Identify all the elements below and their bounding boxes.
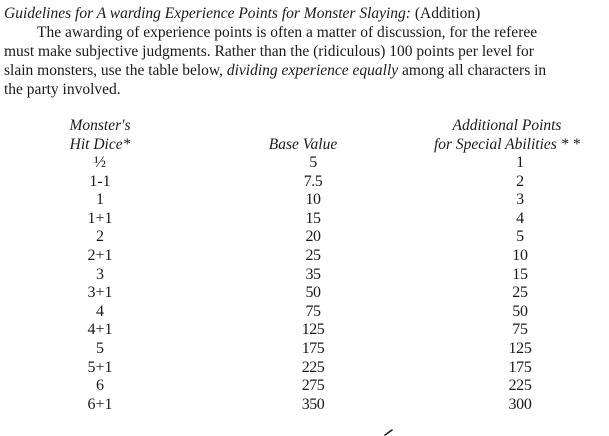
base-value-cell: 15: [305, 209, 321, 227]
additional-points-cell: 125: [508, 339, 532, 357]
hit-dice-cell: 4: [96, 302, 104, 320]
base-value-cell: 125: [301, 321, 325, 339]
additional-points-cell: 15: [512, 265, 528, 283]
base-value-cell: 175: [301, 339, 325, 357]
hit-dice-cell: 4+1: [87, 321, 113, 339]
header-hit-dice-line-2: Hit Dice*: [69, 136, 131, 153]
paragraph-line-4: the party involved.: [4, 81, 121, 98]
hit-dice-cell: 5+1: [87, 358, 113, 376]
header-additional-points: [422, 116, 592, 154]
paragraph-line-3-end: among all characters in: [398, 62, 547, 79]
additional-points-cell: 50: [512, 302, 528, 320]
hit-dice-cell: 6+1: [87, 395, 113, 413]
hit-dice-cell: 1: [96, 191, 104, 209]
base-value-cell: 225: [301, 358, 325, 376]
additional-points-cell: 300: [508, 395, 532, 413]
column-base-value: [283, 154, 343, 414]
hit-dice-cell: 2+1: [87, 246, 113, 264]
hit-dice-cell: 3+1: [87, 284, 113, 302]
header-base-value: [258, 135, 348, 154]
hit-dice-cell: 5: [96, 339, 104, 357]
hit-dice-cell: ½: [94, 154, 106, 171]
intro-paragraph: [4, 23, 606, 99]
header-hit-dice: [58, 116, 142, 154]
additional-points-cell: 1: [516, 154, 524, 171]
header-additional-line-1: Additional Points: [452, 117, 562, 134]
paragraph-line-2: must make subjective judgments. Rather than the (ridiculous) 100 points per level for: [4, 43, 534, 60]
hit-dice-cell: 3: [96, 265, 104, 283]
additional-points-cell: 75: [512, 321, 528, 339]
column-hit-dice: [70, 154, 130, 414]
base-value-cell: 50: [305, 284, 321, 302]
paragraph-emphasis: dividing experience equally: [226, 62, 399, 79]
base-value-cell: 10: [305, 191, 321, 209]
guidelines-heading: [4, 4, 480, 23]
header-additional-line-2: for Special Abilities * *: [433, 136, 581, 153]
base-value-cell: 25: [305, 246, 321, 264]
additional-points-cell: 25: [512, 284, 528, 302]
additional-points-cell: 3: [516, 191, 524, 209]
base-value-cell: 275: [301, 377, 325, 395]
base-value-cell: 75: [305, 302, 321, 320]
paragraph-line-3-start: slain monsters, use the table below,: [4, 62, 227, 79]
additional-points-cell: 5: [516, 228, 524, 246]
page-mark: [383, 424, 395, 436]
heading-title: Guidelines for A warding Experience Points for Monster Slaying:: [4, 5, 411, 22]
hit-dice-cell: 1+1: [87, 209, 113, 227]
header-base-value-label: Base Value: [268, 136, 338, 153]
hit-dice-cell: 6: [96, 377, 104, 395]
additional-points-cell: 175: [508, 358, 532, 376]
hit-dice-cell: 1-1: [89, 172, 111, 190]
base-value-cell: 20: [305, 228, 321, 246]
additional-points-cell: 2: [516, 172, 524, 190]
heading-note: (Addition): [414, 5, 481, 22]
paragraph-line-1: The awarding of experience points is often a matter of discussion, for the referee: [37, 24, 538, 41]
additional-points-cell: 4: [516, 209, 524, 227]
base-value-cell: 7.5: [303, 172, 323, 190]
paragraph-line-3: [4, 61, 606, 80]
additional-points-cell: 225: [508, 377, 532, 395]
hit-dice-cell: 2: [96, 228, 104, 246]
base-value-cell: 5: [309, 154, 317, 171]
base-value-cell: 350: [301, 395, 325, 413]
header-hit-dice-line-1: Monster's: [69, 117, 131, 134]
base-value-cell: 35: [305, 265, 321, 283]
additional-points-cell: 10: [512, 246, 528, 264]
column-additional-points: [490, 154, 550, 414]
